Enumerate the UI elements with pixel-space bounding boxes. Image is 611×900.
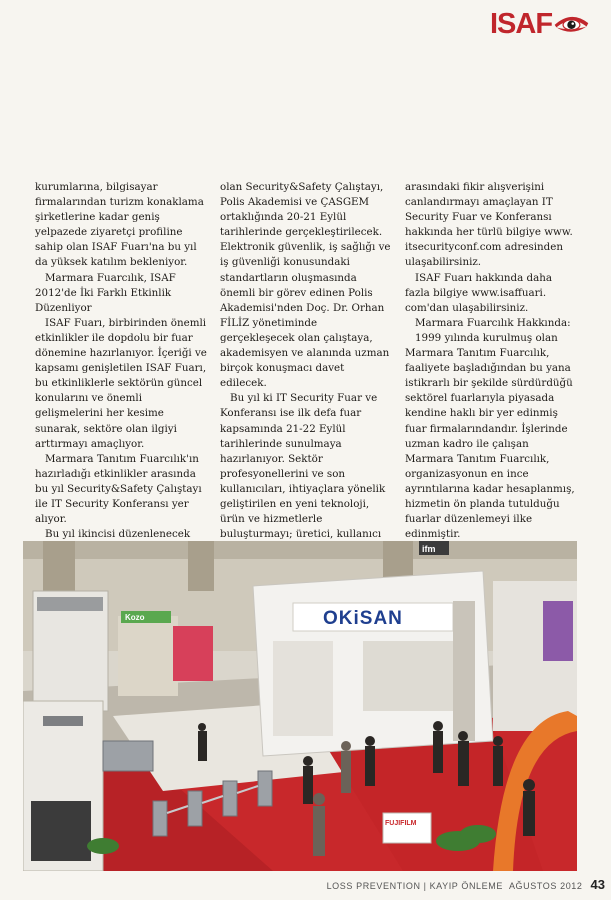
article-column-3: [405, 180, 577, 542]
booth-sign-right: FUJIFILM: [385, 820, 417, 827]
isaf-logo: [490, 6, 590, 42]
subheading: Marmara Fuarcılık, ISAF 2012'de İki Farklı Etkinlik Düzenliyor: [35, 271, 176, 314]
paragraph: kurumlarına, bilgisayar firmalarından turizm konaklama şirketlerine kadar geniş yelpazede ziyaretçi profiline sahip olan ISAF Fuarı'na bu yıl da yüksek katılım bekleniyor.: [35, 181, 204, 269]
article-column-2: [220, 180, 392, 557]
article-body: [35, 180, 577, 541]
paragraph: Marmara Tanıtım Fuarcılık'ın hazırladığı etkinlikler arasında bu yıl Security&Safety Çalıştayı ile IT Security Konferansı yer alıyor.: [35, 452, 202, 526]
booth-sign-main: OKiSAN: [323, 608, 403, 629]
footer-separator: |: [423, 881, 427, 891]
paragraph: ISAF Fuarı, birbirinden önemli etkinlikler ile dopdolu bir fuar dönemine hazırlanıyor. İçeriği ve kapsamı genişletilen ISAF Fuarı, bu etkinliklerle sektörün güncel konularını ve önemli gelişmelerini her kesime sunarak, sektöre olan ilgiyi arttırmayı amaçlıyor.: [35, 316, 207, 450]
issue-date: AĞUSTOS 2012: [508, 881, 583, 891]
page-number: 43: [590, 877, 605, 892]
eye-icon: [553, 9, 590, 39]
paragraph: Bu yıl ikincisi düzenlenecek: [45, 528, 191, 541]
paragraph: Bu yıl ki IT Security Fuar ve Konferansı ise ilk defa fuar kapsamında 21-22 Eylül tarihlerinde sunulmaya hazırlanıyor. Sektör profesyonellerini ve son kullanıcıları, ihtiyaçlara yönelik geliştirilen en yeni teknoloji, ürün ve hizmetlerle buluşturmayı; üretici, kullanıcı: [220, 392, 386, 541]
subheading: Marmara Fuarcılık Hakkında:: [415, 316, 571, 329]
exhibition-hall-photo: [23, 541, 577, 871]
paragraph: arasındaki fikir alışverişini canlandırmayı amaçlayan IT Security Fuar ve Konferansı hakkında her türlü bilgiye www. itsecurityconf.com adresinden ulaşabilirsiniz.: [405, 181, 573, 269]
booth-sign-left: Kozo: [125, 613, 145, 622]
page-footer: [325, 877, 605, 893]
logo-text: ISAF: [490, 7, 553, 40]
magazine-name-tr: KAYIP ÖNLEME: [429, 881, 503, 891]
magazine-name: LOSS PREVENTION: [326, 881, 421, 891]
article-column-1: [35, 180, 207, 542]
paragraph: olan Security&Safety Çalıştayı, Polis Akademisi ve ÇASGEM ortaklığında 20-21 Eylül tarihlerinde gerçekleştirilecek. Elektronik güvenlik, iş sağlığı ve iş güvenliği konusundaki standartların oluşmasında önemli bir görev edinen Polis Akademisi'nden Doç. Dr. Orhan FİLİZ yönetiminde gerçekleşecek olan çalıştaya, akademisyen ve alanında uzman birçok konuşmacı davet edilecek.: [220, 181, 391, 390]
paragraph: 1999 yılında kurulmuş olan Marmara Tanıtım Fuarcılık, faaliyete başladığından bu yana istikrarlı bir şekilde sürdürdüğü sektörel fuarlarıyla piyasada kendine haklı bir yer edinmiş fuar firmalarındandır. İşlerinde uzman kadro ile çalışan Marmara Tanıtım Fuarcılık, organizasyonun en ince ayrıntılarına kadar hesaplanmış, hizmetin ön planda tutulduğu fuarlar düzenlemeyi ilke edinmiştir.: [405, 331, 575, 541]
photo-illustration: [23, 541, 577, 871]
paragraph: ISAF Fuarı hakkında daha fazla bilgiye www.isaffuari. com'dan ulaşabilirsiniz.: [405, 271, 553, 314]
booth-sign-far: ifm: [422, 544, 436, 554]
